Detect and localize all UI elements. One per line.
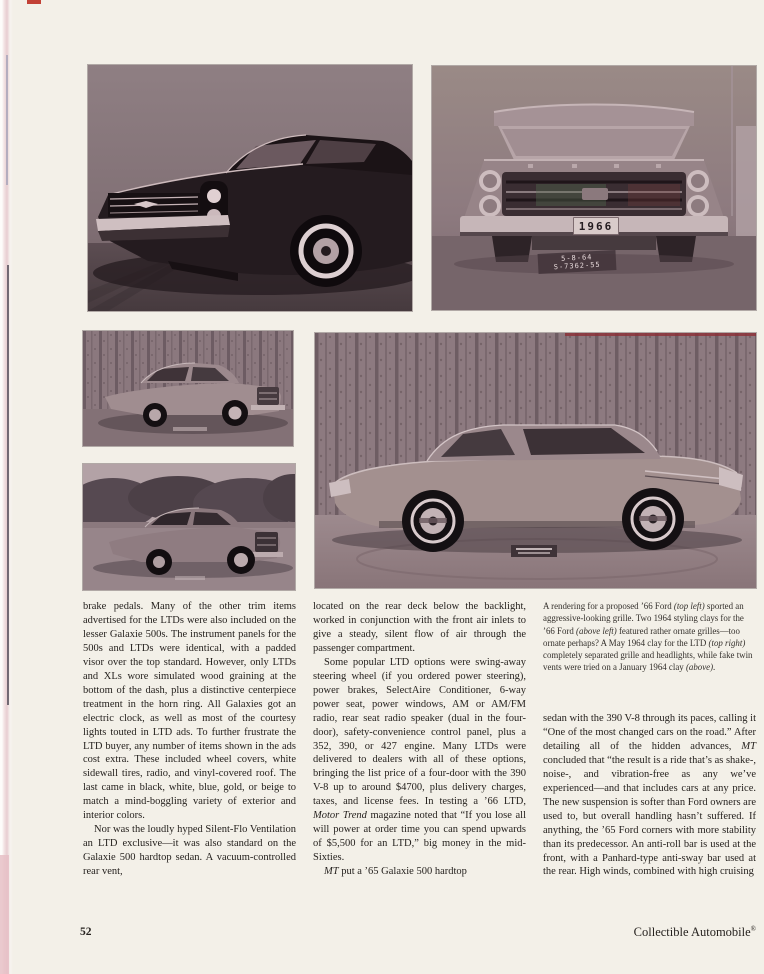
outdoor-clay-artwork [83,464,295,590]
body-text-column-1 [83,600,296,879]
italic-text-segment: (above) [685,662,714,673]
text-segment: located on the rear deck below the backlight, worked in conjunction with the front air inlets to give a steady, silent flow of air through the passenger compartment. [313,601,526,654]
text-segment: A rendering for a proposed ’66 Ford [543,601,674,611]
text-segment: completely separated grille and headlights, while fake twin vents were tried on a January 1964 clay [543,650,753,673]
text-segment: sedan with the 390 V-8 through its paces, calling it “One of the most changed cars on the road.” After detailing all of the hidden advances, [543,713,756,752]
text-segment: put a ’65 Galaxie 500 hardtop [338,866,467,878]
photo-caption [543,600,755,674]
text-segment: featured rather ornate grilles—too ornate perhaps? A May 1964 clay for the LTD [543,625,740,648]
italic-text-segment: (top left) [673,601,705,611]
photo-date-placard [538,250,617,274]
photo-ltd-clay-side-large [315,333,756,588]
binding-edge-line [7,265,9,705]
italic-text-segment: (top right) [708,637,746,648]
italic-text-segment: MT [324,866,339,878]
text-segment: Nor was the loudly hyped Silent-Flo Ventilation an LTD exclusive—it was also standard on the Galaxie 500 hardtop sedan. A vacuum-controlled rear vent, [83,824,296,878]
binding-edge-line [6,55,8,185]
scan-red-mark [27,0,41,4]
paragraph [83,823,296,879]
front-clay-artwork [432,66,756,310]
body-text-column-2 [313,600,526,879]
paragraph [543,712,756,879]
photo-rendering-66-ford [88,65,412,311]
text-segment: Some popular LTD options were swing-away steering wheel (if you ordered power steering), power brakes, SelectAire Conditioner, 6-way power seat, power windows, AM or AM/FM radio, rear seat radio speaker (dual in the four-door), safety-convenience control panel, plus a 352, 390, or 427 engine. Many LTDs were delivered to dealers with all of these options, bringing the list price of a four-door with the 390 V-8 up to around $4700, plus delivery charges, taxes, and license fees. In testing a ’66 LTD, [313,656,526,808]
paragraph [313,865,526,879]
paragraph [543,600,755,674]
italic-text-segment: (above left) [576,625,617,636]
clay-artwork [83,331,293,446]
registered-trademark-symbol: ® [750,925,756,933]
text-segment: magazine noted that “If you lose all will power at order time you can spend upwards of $5,500 for an LTD,” big money in the mid-Sixties. [313,810,526,864]
italic-text-segment: Motor Trend [313,810,367,822]
paragraph [83,600,296,823]
rendering-artwork [88,65,412,311]
photo-clay-january-outdoor [83,464,295,590]
text-segment: brake pedals. Many of the other trim items advertised for the LTDs were also included on the lesser Galaxie 500s. The instrument panels for the 500s and LTDs were identical, with a padded visor over the top standard. However, only LTDs and XLs wore simulated wood graining at the bottom of the dash, plus a distinctive centerpiece treatment in the horn ring. All Galaxies got an electric clock, as well as most of the courtesy lights touted in LTD ads. To further frustrate the LTD buyer, any number of items shown in the ads cost extra. These included wheel covers, white sidewall tires, radio, and vinyl-covered roof. The last came in black, white, blue, gold, or beige to match a mind-boggling variety of exterior and interior colors. [83,601,296,822]
side-clay-artwork [315,333,756,588]
text-segment: concluded that “the result is a ride that’s as shake-, noise-, and vibration-free as any we’ve experienced—and that includes cars at any price. The new suspension is softer than Ford owners are used to, but overall handling hasn’t suffered. If anything, the ’65 Ford corners with more stability than its predecessor. An anti-roll bar is used at the front, with a Panhard-type anti-sway bar used at the rear. High winds, combined with high cruising [543,754,756,878]
binding-edge-band [0,855,9,974]
magazine-title-footer [356,925,756,940]
body-text-column-3 [543,712,756,879]
photo-ltd-clay-front [432,66,756,310]
license-plate-1966: 1966 [573,217,619,235]
text-segment: . [713,662,716,673]
paragraph [313,656,526,865]
text-segment: sported an aggressive-looking grille. Two 1964 styling clays for the ’66 Ford [543,601,744,636]
magazine-title: Collectible Automobile [633,925,751,940]
paragraph [313,600,526,656]
page-number: 52 [80,926,92,938]
italic-text-segment: MT [741,740,756,752]
placard-date: 5-8-64 [560,253,593,263]
placard-code: S-7362-55 [553,260,601,272]
photo-clay-above-left [83,331,293,446]
